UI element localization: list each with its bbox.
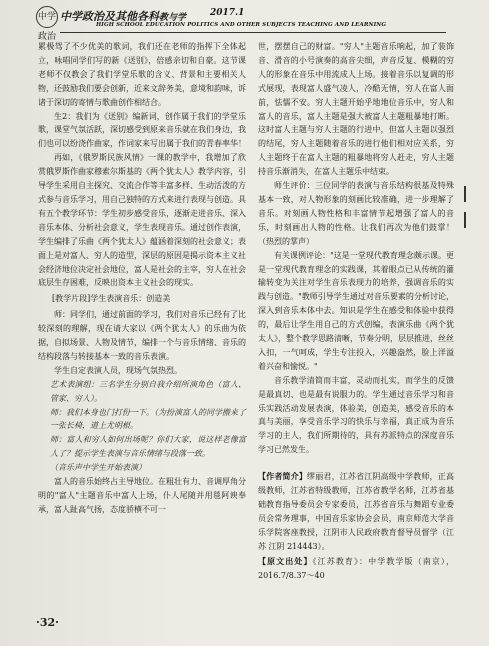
left-paragraph: 再如，《俄罗斯民族风情》一课的教学中，我增加了欣赏俄罗斯作曲家穆索尔斯基的《两个犹太人》教学内容，引导学生采用自主探究、交流合作等丰富多样、生动活泼的方式参与音乐学习，用自己独特的方式来进行表现与创造。具有五个教学环节：学生初步感受音乐，逐渐走进音乐、深入音乐本体、分析社会意义，学生表现音乐。通过创作表演，学生编排了乐曲《两个犹太人》蕴涵着深刻的社会意义；表面上是对富人、穷人的造型，深层的原因是揭示资本主义社会经济地位决定社会地位，富人是社会的主宰，穷人在社会底层生存困难，反映出资本主义社会的现实。 [38, 153, 246, 288]
right-paragraph: 世，摆摆自己的财富。"穷人"主题音乐响起，加了装饰音、滑音的小号演奏的高音尖细，声音反复、模糊的穷人的形象在音乐中用流成人上场。接着音乐以复调的形式展现，表现富人盛气凌人，冷酷无情，穷人在富人面前，怯懦不安。穷人主题开始乎地地位音乐中，穷人和富人的音乐，富人主题是强大被富人主题粗暴地打断。这时富人主题与穷人主题的行进中，但富人主题以强烈的结尾，穷人主题随着音乐的进行他们相对应关系，穷人主题终于在富人主题的粗暴地将穷人赶走，穷人主题持音乐渐消失，在富人主题乐中结束。 [258, 42, 454, 177]
left-paragraph: 累极驾了不少优美的歌词，我们还在老师的指挥下全体起立，咏唱同学们写的新《送别》，倍感亲切和自豪。这节课老师不仅教会了我们学堂乐歌的含义、背景和主要相关人物，还鼓励我们要会创新，近来文辞务美，意境和韵味，诉诸于深切的寄情与歌曲创作相结合。 [38, 42, 246, 107]
right-paragraph: 师生评价：三位同学的表演与音乐结构很基及特殊基本一致，对人物形象的刻画比较准确，进一步理解了音乐。对刻画人物性格和丰富情节起增强了富人的音乐，时刻画出人物的性格。让我们再次为他们鼓掌！（热烈的掌声） [258, 181, 454, 246]
source-text: 《江苏教育》：中学教学版（南京），2016.7/8.37～40 [258, 557, 454, 581]
quote-line: 艺术表演组：三名学生分别自我介绍所演角色（富人、管家、穷人）。 [50, 379, 246, 403]
right-paragraph: 音乐教学清简而丰富，灵动而扎实，而学生的反馈是最真切、也是最有说服力的。学生通过音乐学习和音乐实践活动发展表演，体验美，创造美，感受音乐的本真与美丽，享受音乐学习的快乐与幸福，真正成为音乐学习的主人，我们所期待的，具有苏派特点的深度音乐学习已然发生。 [258, 375, 454, 455]
left-paragraph: 师：同学们，通过前面的学习，我们对音乐已经有了比较深刻的理解，现在请大家以《两个犹太人》的乐曲为依据，自拟场景、人物及情节，编排一个与音乐情绪、音乐的结构段落与转接基本一致的音乐表演。 [38, 310, 246, 361]
header-rule [60, 32, 446, 33]
left-column [38, 40, 246, 517]
left-paragraph: 学生自定表演人员，现场气氛热烈。 [54, 365, 182, 375]
right-paragraph: 有关课例评论："这是一堂现代教育理念颇示课。更是一堂现代教育理念的实践课，其着眼点已从传统的灌输转变为关注对学生音乐表现力的培养，强调音乐的实践与创造。"教师引导学生通过对音乐要素的分析讨论，深入到音乐本体中去。知识是学生在感受和体验中获得的，最后让学生用自己的方式创编，表演乐曲《两个犹太人》，整个教学思路清晰，节奏分明，层层推进，丝丝入扣，一气呵成，学生专注投入，兴趣盎然，脸上洋溢着兴奋和愉悦。" [258, 250, 454, 371]
quote-line: 师：富人和穷人如何出场呢？你们大家，说这样老像富人了？提示学生表演与音乐情绪与段落一致。 [50, 435, 246, 459]
journal-logo: 中学政治 [36, 6, 58, 28]
journal-title-sub: 教与学 [159, 13, 187, 23]
author-text: 缪丽君，江苏省江阴高级中学教师，正高级教师，江苏省特级教师，江苏省教学名师，江苏省基础教育指导委员会专家委员，江苏省音乐与舞蹈专业委员会常务理事，中国音乐家协会会员，南京师范大学音乐学院客座教授，江阴市人民政府教育督导员督学（江苏 江阴 214443）。 [258, 472, 455, 552]
left-paragraph: 生2：我们为《送别》编新词，创作属于我们的学堂乐歌，课堂气氛活跃，深切感受到原来音乐就在我们身边，我们也可以纷浇作曲家，作词家来写出属于我们的青春率华！ [38, 111, 246, 149]
source-label: 【原文出处】 [258, 556, 313, 567]
journal-english-title: HIGH SCHOOL EDUCATION POLITICS AND OTHER SUBJECTS TEACHING AND LEARNING [96, 22, 387, 28]
source-info [258, 554, 454, 583]
quote-line: 师：我们本身也门打份一下。（为扮演富人的同学搬来了一张长椅，道上尤明根。 [50, 407, 246, 431]
edge-mark [464, 212, 466, 228]
author-intro [258, 469, 454, 554]
left-paragraph: 富人的音乐始终占主导地位。在粗壮有力、音调厚角分明的"富人"主题音乐中富人上场，仆人尾随并用毯阿谀奉承，富人趾高气扬，态度骄横不可一 [38, 477, 246, 514]
issue-number: 2017.1 [210, 8, 245, 18]
right-column [258, 40, 454, 583]
author-bio [258, 469, 454, 583]
edge-mark [464, 186, 466, 202]
quote-line: （音乐声中学生开始表演） [50, 463, 146, 473]
page-number: ·32· [36, 616, 59, 629]
journal-title-main: 中学政治及其他各科 [60, 10, 159, 23]
page-header [0, 4, 489, 42]
author-label: 【作者简介】 [258, 471, 308, 482]
section-title: [教学片段]学生表演音乐：创造美 [52, 294, 171, 304]
